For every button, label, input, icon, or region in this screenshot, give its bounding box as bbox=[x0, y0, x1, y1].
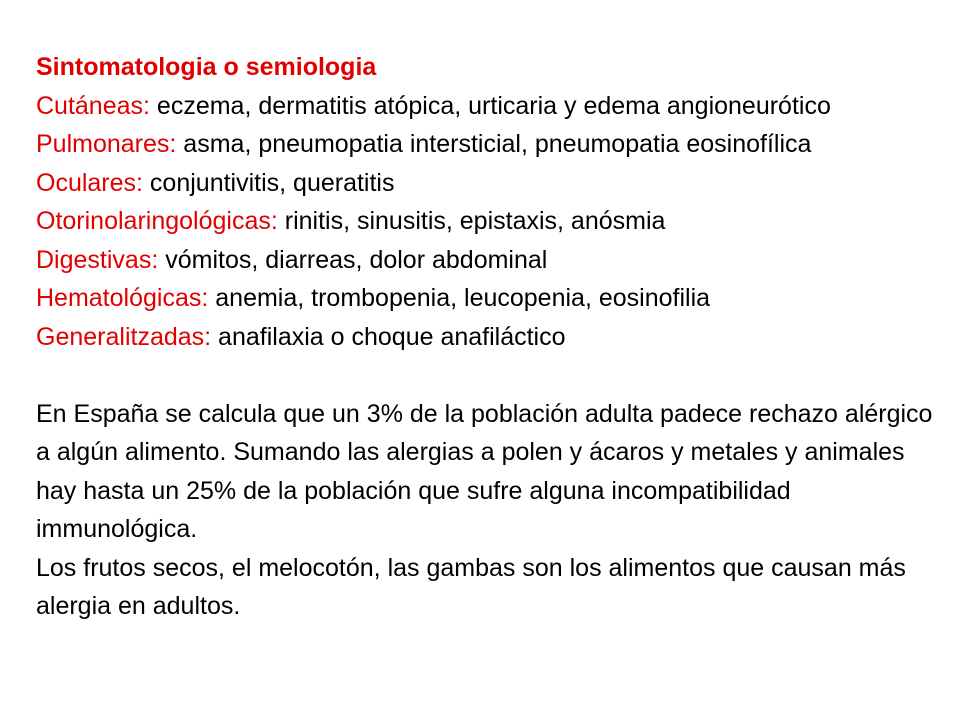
symptom-label: Digestivas: bbox=[36, 245, 159, 274]
symptom-text: anafilaxia o choque anafiláctico bbox=[211, 322, 566, 351]
paragraph-common-allergens: Los frutos secos, el melocotón, las gambas son los alimentos que causan más alergia en adultos. bbox=[36, 553, 906, 620]
symptom-text: conjuntivitis, queratitis bbox=[142, 168, 395, 197]
symptom-item-oculares bbox=[36, 164, 936, 203]
symptom-label: Cutáneas: bbox=[36, 91, 150, 120]
symptom-item-cutaneas bbox=[36, 87, 936, 126]
symptom-item-hematologicas bbox=[36, 279, 936, 318]
symptom-item-otorinolaringologicas bbox=[36, 202, 936, 241]
symptom-label: Hematológicas: bbox=[36, 284, 209, 312]
symptom-item-pulmonares bbox=[36, 125, 936, 164]
symptom-item-generalitzadas bbox=[36, 318, 936, 357]
symptom-item-digestivas bbox=[36, 241, 936, 280]
paragraph-prevalence: En España se calcula que un 3% de la población adulta padece rechazo alérgico a algún alimento. Sumando las alergias a polen y ácaros y metales y animales hay hasta un 25% de la población que sufre alguna incompatibilidad immunológica. bbox=[36, 399, 933, 543]
symptom-text: eczema, dermatitis atópica, urticaria y edema angioneurótico bbox=[149, 91, 831, 120]
symptom-text: vómitos, diarreas, dolor abdominal bbox=[158, 245, 548, 274]
symptom-text: anemia, trombopenia, leucopenia, eosinofilia bbox=[208, 284, 711, 312]
symptom-label: Otorinolaringológicas: bbox=[36, 207, 278, 235]
symptom-label: Oculares: bbox=[36, 168, 143, 197]
symptom-label: Pulmonares: bbox=[36, 130, 177, 158]
symptom-label: Generalitzadas: bbox=[36, 322, 212, 351]
slide-title: Sintomatologia o semiologia bbox=[36, 53, 377, 81]
slide-content bbox=[36, 48, 936, 626]
symptom-text: asma, pneumopatia intersticial, pneumopatia eosinofílica bbox=[176, 130, 812, 158]
symptom-text: rinitis, sinusitis, epistaxis, anósmia bbox=[277, 207, 666, 235]
paragraph-spacer bbox=[36, 356, 936, 395]
